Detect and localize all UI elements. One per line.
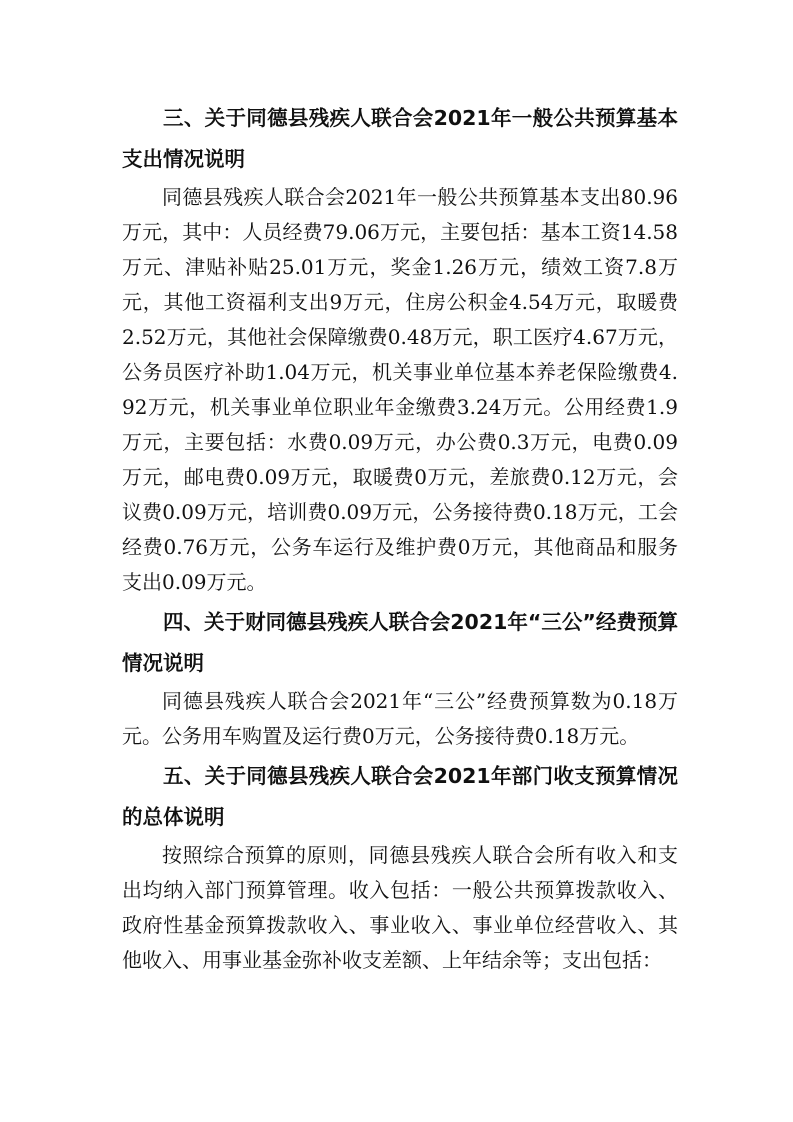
section-4-body: 同德县残疾人联合会2021年“三公”经费预算数为0.18万元。公务用车购置及运行费0万元，公务接待费0.18万元。 bbox=[122, 689, 678, 748]
document-page bbox=[122, 98, 678, 978]
section-3-body: 同德县残疾人联合会2021年一般公共预算基本支出80.96万元，其中：人员经费79.06万元，主要包括：基本工资14.58万元、津贴补贴25.01万元，奖金1.26万元，绩效工资7.8万元，其他工资福利支出9万元，住房公积金4.54万元，取暖费2.52万元，其他社会保障缴费0.48万元，职工医疗4.67万元，公务员医疗补助1.04万元，机关事业单位基本养老保险缴费4.92万元，机关事业单位职业年金缴费3.24万元。公用经费1.9万元，主要包括：水费0.09万元，办公费0.3万元，电费0.09万元，邮电费0.09万元，取暖费0万元，差旅费0.12万元，会议费0.09万元，培训费0.09万元，公务接待费0.18万元，工会经费0.76万元，公务车运行及维护费0万元，其他商品和服务支出0.09万元。 bbox=[122, 185, 678, 594]
section-5-heading: 五、关于同德县残疾人联合会2021年部门收支预算情况的总体说明 bbox=[122, 764, 678, 829]
section-4-heading: 四、关于财同德县残疾人联合会2021年“三公”经费预算情况说明 bbox=[122, 610, 678, 675]
section-5-body: 按照综合预算的原则，同德县残疾人联合会所有收入和支出均纳入部门预算管理。收入包括：一般公共预算拨款收入、政府性基金预算拨款收入、事业收入、事业单位经营收入、其他收入、用事业基金弥补收支差额、上年结余等；支出包括： bbox=[122, 843, 678, 972]
section-3-heading: 三、关于同德县残疾人联合会2021年一般公共预算基本支出情况说明 bbox=[122, 106, 678, 171]
